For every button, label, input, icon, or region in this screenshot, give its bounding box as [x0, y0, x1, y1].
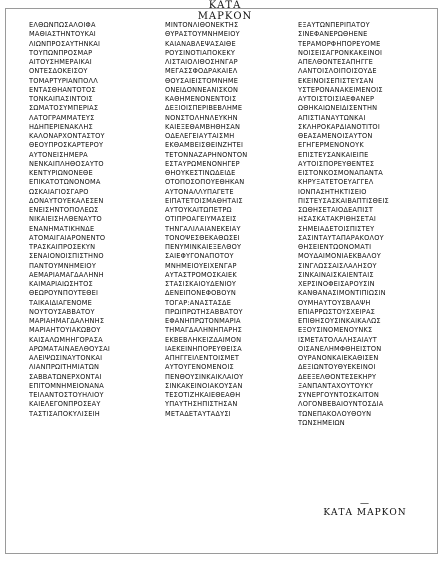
text-line: ΑΥΤΟΙΣΠΟΡΕΥΘΕΝΤΕΣ	[298, 159, 375, 168]
text-line: ΑΥΤΟΙΣΤΟΙΣΙΑΕΦΑΝΕΡ	[298, 95, 375, 103]
text-line: ΕΙΠΑΤΕΤΟΙΣΜΑΘΗΤΑΙΣ	[165, 196, 243, 205]
text-line: ΘΕΑΣΑΜΕΝΟΙΣΑΥΤΟΝ	[298, 132, 373, 140]
text-line: ΣΚΛΗΡΟΚΑΡΔΙΑΝΟΤΙΤΟΙ	[298, 122, 380, 131]
text-line: ΟΔΕΛΕΓΕΙΑΥΤΑΙΣΜΗ	[165, 132, 235, 140]
text-line: ΕΛΘΩΝΠΩΣΑΛΟΙΦΑ	[29, 21, 96, 29]
text-line: ΛΙΩΝΠΡΟΣΑΥΤΗΝΚΑΙ	[29, 39, 101, 48]
text-line: ΕΞΟΥΣΙΝΟΜΕΝΟΥΝΚΣ	[298, 326, 373, 335]
text-line: ΑΥΤΟΥΚΑΙΤΩΠΕΤΡΩ	[165, 206, 232, 214]
text-line: ΤΕΙΛΑΝΤΟΣΤΟΥΗΛΙΟΥ	[29, 391, 104, 399]
text-column-1	[29, 21, 153, 419]
text-line: ΑΥΤΑΣΤΡΟΜΟΣΚΑΙΕΚ	[165, 270, 237, 279]
text-line: ΣΩΜΑΤΟΣΥΜΠΕΡΙΑΣ	[29, 104, 99, 113]
text-line: ΤΑΣΤΙΣΑΠΟΚΥΛΙΣΕΙΗ	[29, 409, 100, 418]
text-line: ΕΚΒΕΒΛΗΚΕΙΖΔΑΙΜΟΝ	[165, 335, 242, 344]
text-line: ΠΡΩΙΠΡΩΤΗΣΑΒΒΑΤΟΥ	[165, 307, 243, 316]
text-line: ΤΟΥΠΩΝΠΡΟΣΜΑΡ	[29, 48, 93, 57]
text-column-2	[165, 21, 289, 419]
text-line: ΔΕΕΞΕΛΘΟΝΤΕΣΕΚΗΡΥ	[298, 372, 377, 381]
text-line: ΜΙΝΤΟΝΛΙΘΟΝΕΚΤΗΣ	[165, 21, 239, 29]
text-line: ΞΑΝΠΑΝΤΑΧΟΥΤΟΥΚΥ	[298, 381, 374, 390]
text-line: ΚΑΝΘΑΝΑΣΙΜΟΝΤΙΠΙΩΣΙΝ	[298, 289, 386, 298]
text-line: ΠΑΝΤΟΥΜΝΗΜΕΙΟΥ	[29, 261, 97, 270]
text-line: ΕΝΕΙΣΗΝΤΟΠΟΛΕΩΣ	[29, 206, 99, 214]
text-line: ΤΕΤΟΝΝΑΖΑΡΗΝΟΝΤΟΝ	[165, 150, 248, 159]
text-line: ΑΙΤΟΥΣΗΜΕΡΑΙΚΑΙ	[29, 58, 92, 66]
text-line: ΙΑΕΚΕΙΝΗΠΟΡΕΥΘΕΙΣΑ	[165, 344, 242, 353]
text-line: ΣΙΝΚΑΚΕΙΝΟΙΑΚΟΥΣΑΝ	[165, 381, 243, 390]
text-line: ΤΟΝΟΨΕΣΘΕΚΑΘΩΣΕΙ	[165, 233, 240, 242]
text-line: ΘΟΥΣΑΙΕΙΣΤΟΜΝΗΜΕ	[165, 76, 239, 85]
text-line: ΕΝΑΝΗΜΑΤΙΚΗΝΔΕ	[29, 224, 95, 233]
text-line: ΑΠΗΓΓΕΙΛΕΝΤΟΙΣΜΕΤ	[165, 354, 240, 362]
text-line: ΜΕΤΑΔΕΤΑΥΤΑΔΥΣΙ	[165, 409, 231, 418]
text-line: ΕΠΙΚΑΤΟΤΩΝΟΝΟΜΑ	[29, 178, 101, 187]
text-line: ΘΗΟΥΚΕΣΤΙΝΩΔΕΙΔΕ	[165, 169, 236, 177]
text-line: ΝΙΚΑΙΕΙΣΗΛΘΕΝΑΥΤΟ	[29, 215, 102, 224]
text-line: ΟΤΟΠΟΣΟΠΟΥΕΘΗΚΑΝ	[165, 178, 245, 187]
text-line: ΔΕΞΙΩΝΤΟΥΘΥΕΚΕΙΝΟΙ	[298, 363, 376, 372]
colophon-title: ΚΑΤΑ ΜΑΡΚΟΝ	[323, 508, 407, 518]
text-line: ΥΣΤΕΡΟΝΑΝΑΚΕΙΜΕΝΟΙΣ	[298, 85, 383, 94]
text-line: ΛΟΓΟΝΒΕΒΑΙΟΥΝΤΟΣΔΙΑ	[298, 400, 384, 409]
text-line: ΣΤΑΣΙΣΚΑΙΟΥΔΕΝΙΟΥ	[165, 280, 237, 288]
text-line: ΘΕΟΥΠΡΟΣΚΑΡΤΕΡΟΥ	[29, 141, 104, 150]
text-line: ΟΥΡΑΝΟΝΚΑΙΕΚΑΘΙΣΕΝ	[298, 354, 379, 362]
text-line: ΕΚΘΑΜΒΕΙΣΘΕΙΝΖΗΤΕΙ	[165, 141, 244, 150]
text-line: ΔΟΝΑΥΤΟΥΕΚΑΛΕΣΕΝ	[29, 196, 104, 205]
text-line: ΘΗΣΕΙΕΝΤΩΟΝΟΜΑΤΙ	[298, 243, 372, 251]
text-line: ΤΩΝΣΗΜΕΙΩΝ	[298, 418, 345, 427]
text-line: ΕΙΣΤΟΝΚΟΣΜΟΝΑΠΑΝΤΑ	[298, 169, 383, 177]
text-line: ΑΡΩΜΑΤΑΙΝΑΕΛΘΟΥΣΑΙ	[29, 344, 110, 353]
text-line: ΣΗΜΕΙΑΔΕΤΟΙΣΠΙΣΤΕΥ	[298, 224, 375, 233]
text-line: ΕΞΑΥΤΩΝΠΕΡΙΠΑΤΟΥ	[298, 21, 370, 29]
text-line: ΙΟΝΠΑΣΗΤΗΚΤΙΣΕΙΟ	[298, 187, 367, 196]
text-line: ΚΑΙΕΛΕΓΟΝΠΡΟΣΕΑΥ	[29, 400, 101, 409]
text-line: ΜΑΘΙΑΣΤΗΝΤΟΥΚΑΙ	[29, 30, 96, 39]
text-line: ΝΟΙΣΕΙΣΑΓΡΟΝΚΑΚΕΙΝΟΙ	[298, 48, 383, 57]
text-line: ΕΠΙΤΟΜΝΗΜΕΙΟΝΑΝΑ	[29, 381, 104, 390]
text-line: ΤΡΑΣΚΑΙΠΡΟΣΕΚΥΝ	[29, 243, 96, 251]
text-line: ΚΑΙΜΑΡΙΑΙΩΣΗΤΟΣ	[29, 280, 93, 288]
text-line: ΧΕΡΣΙΝΟΦΕΙΣΑΡΟΥΣΙΝ	[298, 280, 375, 288]
text-line: ΔΕΝΕΙΠΟΝΕΦΟΒΟΥΝ	[165, 289, 237, 298]
text-line: ΤΟΓΑΡ:ΑΝΑΣΤΑΣΔΕ	[165, 298, 232, 307]
text-line: ΗΣΑΣΚΑΤΑΚΡΙΘΗΣΕΤΑΙ	[298, 215, 376, 224]
text-line: ΣΥΝΕΡΓΟΥΝΤΟΣΚΑΙΤΟΝ	[298, 391, 380, 399]
text-line: ΟΝΕΙΔΟΝΝΕΑΝΙΣΚΟΝ	[165, 85, 239, 94]
text-line: ΑΥΤΟΝΑΛΛΥΠΑΓΕΤΕ	[165, 187, 234, 196]
text-line: ΕΝΤΑΣΘΗΑΝΤΟΤΟΣ	[29, 85, 96, 94]
text-line: ΝΟΝΣΤΟΛΗΝΛΕΥΚΗΝ	[165, 113, 238, 122]
text-line: ΛΑΤΟΓΡΑΜΜΑΤΕΥΣ	[29, 113, 95, 122]
text-line: ΝΟΥΤΟΥΣΑΒΒΑΤΟΥ	[29, 307, 95, 316]
text-line: ΔΕΞΙΟΙΣΠΕΡΙΒΕΒΛΗΜΕ	[165, 104, 243, 113]
text-line: ΑΥΤΟΥΓΕΝΟΜΕΝΟΙΣ	[165, 363, 234, 372]
text-line: ΡΟΥΣΙΝΟΤΙΑΠΟΚΕΚΥ	[165, 48, 236, 57]
text-line: ΕΚΕΙΝΟΙΣΕΠΙΣΤΕΥΣΑΝ	[298, 76, 374, 85]
text-line: ΑΤΟΜΑΙΓΑΙΑΡΟΝΕΝΤΟ	[29, 233, 106, 242]
text-line: ΑΛΕΙΨΩΣΙΝΑΥΤΟΝΚΑΙ	[29, 354, 103, 362]
text-line: ΕΠΙΑΡΡΩΣΤΟΥΣΧΕΙΡΑΣ	[298, 307, 376, 316]
text-column-3	[298, 21, 422, 428]
text-line: ΠΕΝΥΜΙΝΚΑΙΕΞΕΛΘΟΥ	[165, 243, 242, 251]
text-line: ΚΑΙΣΑΛΩΜΗΗΓΟΡΑΣΑ	[29, 335, 103, 344]
text-line: ΚΑΘΗΜΕΝΟΝΕΝΤΟΙΣ	[165, 95, 237, 103]
text-line: ΤΗΝΓΑΛΙΛΑΙΑΝΕΚΕΙΑΥ	[165, 224, 241, 233]
text-line: ΣΑΣΙΝΤΑΥΤΑΠΑΡΑΚΟΛΟΥ	[298, 233, 384, 242]
text-line: ΣΑΙΕΦΥΓΟΝΑΠΟΤΟΥ	[165, 252, 234, 261]
text-line: ΣΙΝΕΦΑΝΕΡΩΘΗΕΝΕ	[298, 30, 368, 39]
text-line: ΣΕΝΑΙΟΝΟΙΣΠΙΣΤΗΝΟ	[29, 252, 104, 261]
text-line: ΚΑΙΕΞΕΘΑΜΒΗΘΗΣΑΝ	[165, 122, 241, 131]
text-line: ΘΥΡΑΣΤΟΥΜΝΗΜΕΙΟΥ	[165, 30, 240, 39]
text-line: ΕΠΙΘΗΣΟΥΣΙΝΚΑΙΚΑΛΩΣ	[298, 317, 381, 325]
text-line: ΩΣΚΑΙΑΓΙΟΣΓΑΡΟ	[29, 187, 89, 196]
text-line: ΣΙΝΚΑΙΝΑΙΣΚΑΙΕΝΤΑΙΣ	[298, 270, 374, 279]
colophon	[315, 500, 415, 518]
text-line: ΕΓΗΓΕΡΜΕΝΟΝΟΥΚ	[298, 141, 364, 150]
text-line: ΤΟΜΑΡΤΥΡΙΑΝΠΟΛΛ	[29, 76, 98, 85]
text-line: ΛΑΝΤΟΙΣΛΟΙΠΟΙΣΟΥΔΕ	[298, 67, 377, 76]
text-line: ΤΗΜΑΓΔΑΛΗΝΗΠΑΡΗΣ	[165, 326, 243, 335]
text-line: ΩΘΗΚΑΙΩΝΕΙΔΙΣΕΝΤΗΝ	[298, 104, 378, 113]
text-line: ΜΑΡΙΑΗΤΟΥΙΑΚΩΒΟΥ	[29, 326, 101, 335]
text-line: ΟΤΙΠΡΟΑΓΕΙΥΜΑΣΕΙΣ	[165, 215, 237, 224]
text-line: ΑΥΤΟΝΕΙΣΗΜΕΡΑ	[29, 150, 88, 159]
text-line: ΜΕΓΑΣΣΦΟΔΡΑΚΑΙΕΛ	[165, 67, 238, 76]
text-line: ΟΝΤΕΣΔΟΚΕΙΣΟΥ	[29, 67, 88, 76]
text-line: ΚΗΡΥΞΑΤΕΤΟΕΥΑΓΓΕΛ	[298, 178, 374, 187]
text-line: ΤΕΡΑΜΟΡΦΗΠΟΡΕΥΟΜΕ	[298, 39, 381, 48]
text-line: ΚΑΙΑΝΑΒΛΕΨΑΣΑΙΘΕ	[165, 39, 236, 48]
text-line: ΠΕΝΘΟΥΣΙΝΚΑΙΚΛΑΙΟΥ	[165, 372, 244, 381]
text-line: ΛΙΣΤΑΙΟΛΙΘΟΣΗΝΓΑΡ	[165, 58, 238, 66]
colophon-ornament: —	[360, 499, 370, 509]
text-line: ΚΕΝΤΥΡΙΩΝΟΝΕΘΕ	[29, 169, 93, 177]
text-line: ΕΦΑΝΗΠΡΩΤΟΝΜΑΡΙΑ	[165, 317, 241, 325]
text-line: ΣΑΒΒΑΤΩΝΕΡΧΟΝΤΑΙ	[29, 372, 102, 381]
text-line: ΙΣΜΕΤΑΤΟΛΑΛΗΣΑΙΑΥΤ	[298, 335, 377, 344]
text-line: ΝΕΝΚΑΙΠΛΗΘΟΣΑΥΤΟ	[29, 159, 104, 168]
text-line: ΟΥΜΗΑΥΤΟΥΣΒΛΑΨΗ	[298, 298, 371, 307]
text-line: ΣΙΝΓΛΩΣΣΑΙΣΛΑΛΗΣΟΥ	[298, 261, 377, 270]
text-line: ΟΙΣΑΝΕΛΗΜΦΘΗΕΙΣΤΟΝ	[298, 344, 382, 353]
text-line: ΜΑΡΙΑΗΜΑΓΔΑΛΗΝΗΣ	[29, 317, 105, 325]
text-line: ΛΙΑΝΠΡΩΙΤΗΜΙΑΤΩΝ	[29, 363, 100, 372]
text-line: ΑΠΕΛΘΟΝΤΕΣΑΠΗΓΓΕ	[298, 58, 373, 66]
text-line: ΚΑΛΟΝΑΡΧΟΝΤΑΣΤΟΥ	[29, 132, 105, 140]
text-line: ΕΣΤΑΥΡΩΜΕΝΟΝΗΓΕΡ	[165, 159, 240, 168]
text-line: ΑΠΙΣΤΙΑΝΑΥΤΩΝΚΑΙ	[298, 113, 366, 122]
text-line: ΜΟΥΔΑΙΜΟΝΙΑΕΚΒΑΛΟΥ	[298, 252, 381, 261]
text-line: ΘΕΩΡΟΥΝΠΟΥΤΕΘΕΙ	[29, 289, 99, 298]
text-line: ΤΟΝΚΑΙΠΑΣΙΝΤΟΙΣ	[29, 95, 93, 103]
text-line: ΥΠΑΥΤΗΣΗΠΙΣΤΗΣΑΝ	[165, 400, 238, 409]
running-header: ΚΑΤΑ ΜΑΡΚΟΝ	[197, 0, 253, 22]
text-line: ΜΝΗΜΕΙΟΥΕΙΧΕΝΓΑΡ	[165, 261, 237, 270]
text-line: ΠΙΣΤΕΥΣΑΣΚΑΙΒΑΠΤΙΣΘΕΙΣ	[298, 196, 389, 205]
text-line: ΣΩΘΗΣΕΤΑΙΟΔΕΑΠΙΣΤ	[298, 206, 374, 214]
text-line: ΑΕΜΑΡΙΑΜΑΓΔΑΛΗΝΗ	[29, 270, 104, 279]
text-line: ΤΕΣΟΤΙΖΗΚΑΙΕΘΕΑΘΗ	[165, 391, 241, 399]
text-line: ΤΩΝΕΠΑΚΟΛΟΥΘΟΥΝ	[298, 409, 372, 418]
text-line: ΗΔΗΠΕΡΙΕΝΑΚΛΗΣ	[29, 122, 93, 131]
text-line: ΤΑΙΚΑΙΔΙΑΓΕΝΟΜΕ	[29, 298, 93, 307]
text-line: ΕΠΙΣΤΕΥΣΑΝΚΑΙΕΙΠΕ	[298, 150, 369, 159]
